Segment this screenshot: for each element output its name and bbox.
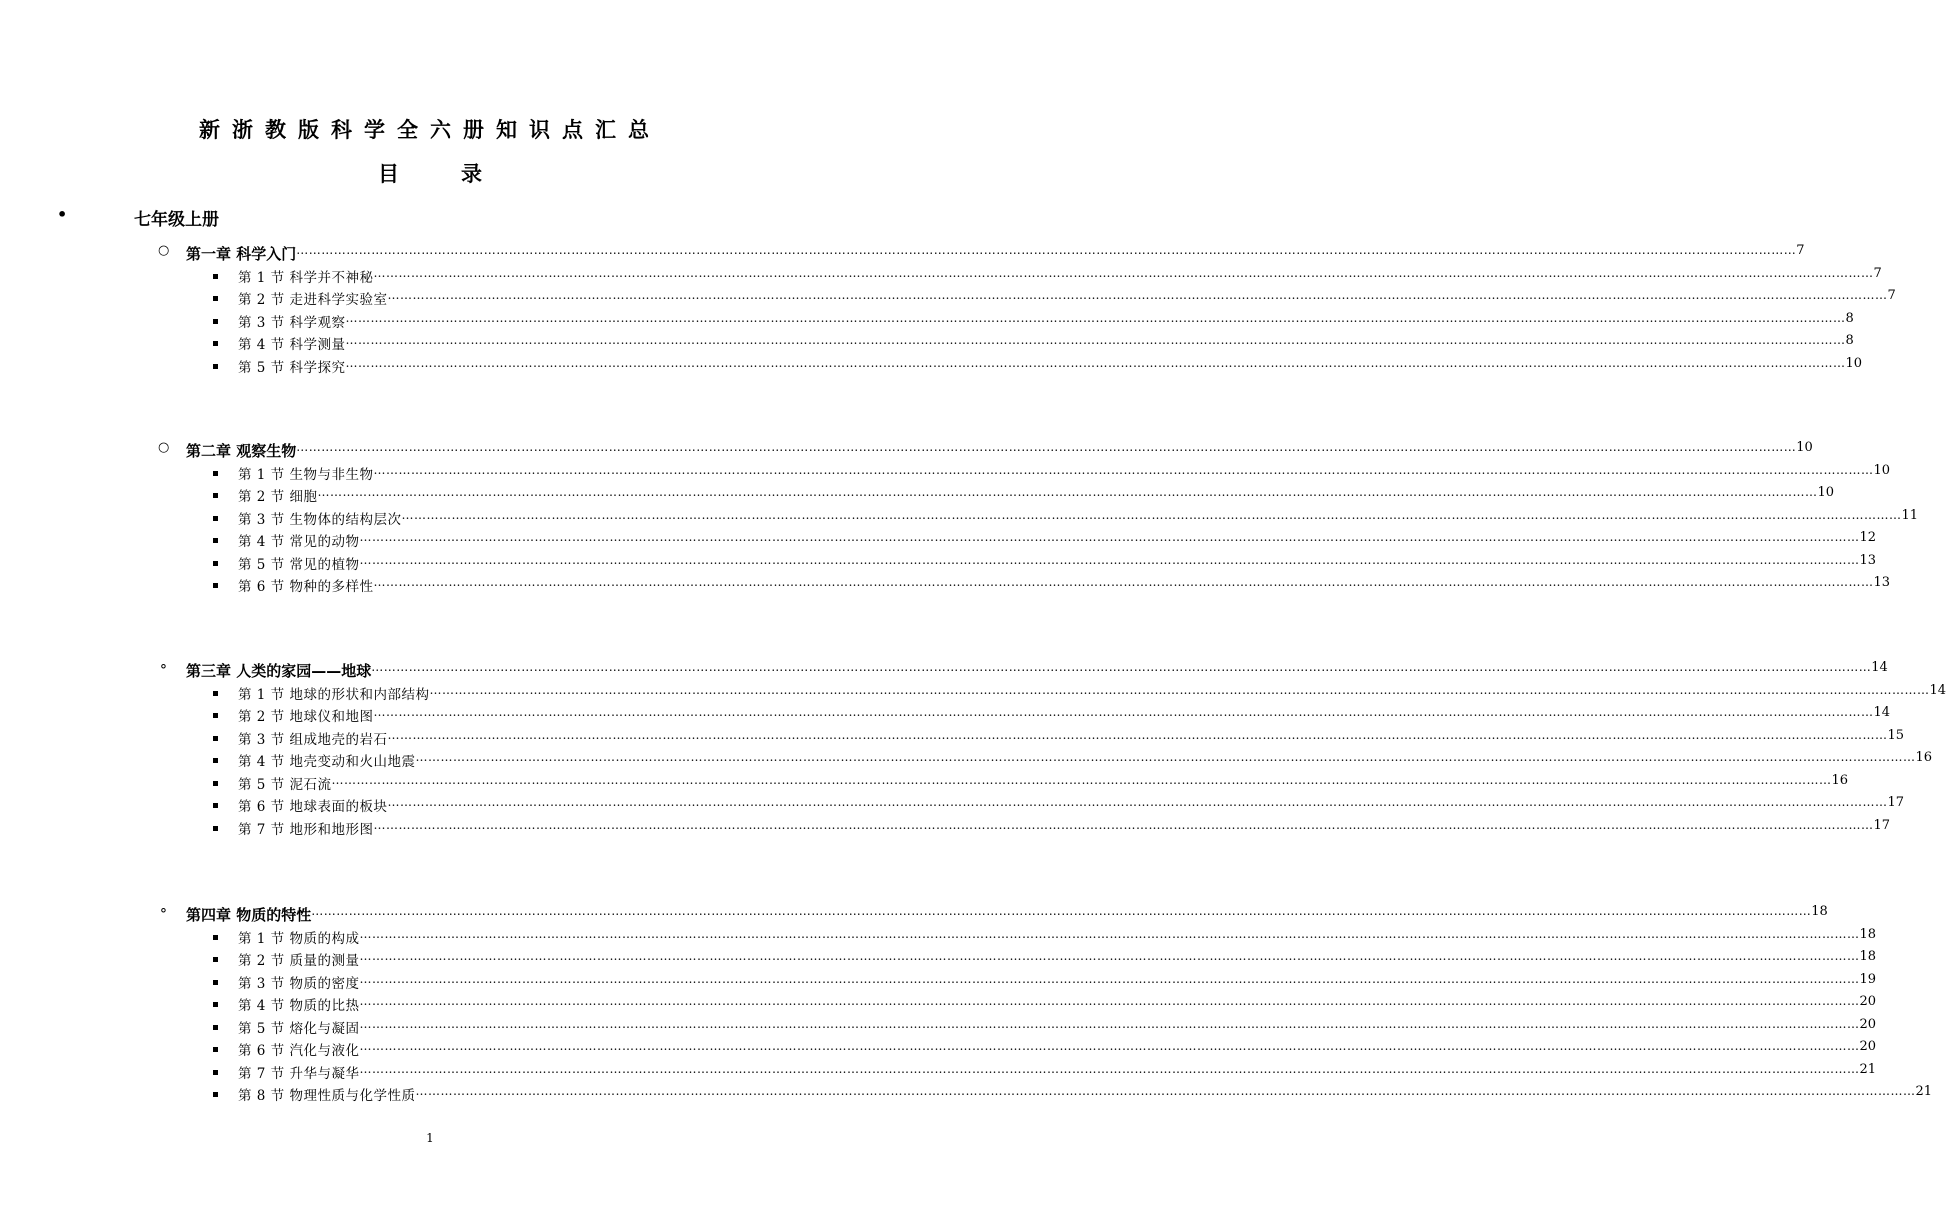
section-title: 第 1 节 科学并不神秘	[238, 269, 374, 286]
section-page-number: 15	[1887, 727, 1905, 743]
dot-leader: ………………………………………………………………………………………………………………………………………………………………………………………………………………………………………………………………………………………………………………………………	[373, 575, 1874, 589]
dot-leader: ………………………………………………………………………………………………………………………………………………………………………………………………………………………………………………………………………………………………………………………………	[387, 727, 1888, 742]
dot-leader: ………………………………………………………………………………………………………………………………………………………………………………………………………………………………………………………………………………………………………………………………	[387, 288, 1888, 302]
section-entry[interactable]	[0, 485, 1835, 507]
section-page-number: 13	[1859, 552, 1877, 568]
chapter-page-number: 10	[1796, 440, 1813, 455]
chapter-entry[interactable]	[0, 243, 1805, 265]
square-bullet-icon	[213, 758, 218, 763]
square-bullet-icon	[213, 1025, 218, 1030]
circle-bullet-icon: ○	[158, 243, 170, 258]
section-page-number: 19	[1859, 971, 1877, 987]
square-bullet-icon	[213, 1070, 218, 1075]
chapter-title: 第四章 物质的特性	[186, 906, 312, 924]
square-bullet-icon	[213, 561, 218, 566]
section-title: 第 4 节 物质的比热	[238, 998, 360, 1014]
section-title: 第 2 节 地球仪和地图	[238, 709, 374, 725]
dot-leader: ………………………………………………………………………………………………………………………………………………………………………………………………………………………………………………………………………………………………………………………………	[296, 243, 1797, 257]
section-page-number: 10	[1873, 462, 1891, 478]
section-title: 第 7 节 升华与凝华	[238, 1065, 360, 1082]
square-bullet-icon	[213, 319, 218, 324]
dot-leader: ………………………………………………………………………………………………………………………………………………………………………………………………………………………………………………………………………………………………………………………………	[373, 817, 1874, 832]
dot-leader: ………………………………………………………………………………………………………………………………………………………………………………………………………………………………………………………………………………………………………………………………	[373, 462, 1874, 477]
square-bullet-icon	[213, 803, 218, 808]
dot-leader: ………………………………………………………………………………………………………………………………………………………………………………………………………………………………………………………………………………………………………………………………	[359, 552, 1860, 567]
section-title: 第 5 节 泥石流	[238, 776, 332, 793]
section-entry[interactable]	[0, 971, 1877, 994]
section-page-number: 18	[1859, 926, 1877, 942]
section-page-number: 18	[1859, 949, 1877, 964]
square-bullet-icon	[213, 713, 218, 718]
section-entry[interactable]	[0, 575, 1891, 597]
section-page-number: 10	[1845, 355, 1863, 371]
section-page-number: 20	[1859, 1039, 1877, 1054]
section-entry[interactable]	[0, 750, 1933, 772]
section-page-number: 20	[1859, 994, 1877, 1009]
dot-leader: ………………………………………………………………………………………………………………………………………………………………………………………………………………………………………………………………………………………………………………………………	[359, 949, 1860, 963]
section-page-number: 17	[1887, 795, 1905, 810]
section-title: 第 3 节 组成地壳的岩石	[238, 731, 388, 748]
square-bullet-icon	[213, 538, 218, 543]
section-title: 第 1 节 生物与非生物	[238, 466, 374, 483]
dot-leader: ………………………………………………………………………………………………………………………………………………………………………………………………………………………………………………………………………………………………………………………………	[359, 971, 1860, 986]
chapter-page-number: 7	[1796, 243, 1805, 258]
chapter-entry[interactable]	[0, 660, 1888, 682]
section-page-number: 16	[1831, 772, 1849, 788]
dot-leader: ………………………………………………………………………………………………………………………………………………………………………………………………………………………………………………………………………………………………………………………………	[359, 530, 1860, 544]
circle-bullet-icon: ⚬	[158, 660, 169, 675]
section-entry[interactable]	[0, 265, 1882, 288]
square-bullet-icon	[213, 1092, 218, 1097]
square-bullet-icon	[213, 471, 218, 476]
square-bullet-icon	[213, 516, 218, 521]
dot-leader: ………………………………………………………………………………………………………………………………………………………………………………………………………………………………………………………………………………………………………………………………	[359, 1061, 1860, 1076]
section-title: 第 4 节 地壳变动和火山地震	[238, 754, 416, 770]
section-title: 第 8 节 物理性质与化学性质	[238, 1088, 416, 1104]
section-entry[interactable]	[0, 507, 1919, 530]
section-title: 第 2 节 细胞	[238, 489, 318, 505]
section-page-number: 16	[1915, 750, 1933, 765]
square-bullet-icon	[213, 980, 218, 985]
section-entry[interactable]	[0, 333, 1854, 355]
toc-heading	[0, 158, 860, 188]
dot-leader: ………………………………………………………………………………………………………………………………………………………………………………………………………………………………………………………………………………………………………………………………	[429, 682, 1930, 697]
dot-leader: ………………………………………………………………………………………………………………………………………………………………………………………………………………………………………………………………………………………………………………………………	[359, 1016, 1860, 1031]
dot-leader: ………………………………………………………………………………………………………………………………………………………………………………………………………………………………………………………………………………………………………………………………	[359, 926, 1860, 941]
grade-label: 七年级上册	[134, 210, 219, 230]
section-entry[interactable]	[0, 682, 1946, 705]
section-page-number: 13	[1873, 575, 1891, 590]
chapter-page-number: 18	[1811, 904, 1828, 919]
dot-leader: ………………………………………………………………………………………………………………………………………………………………………………………………………………………………………………………………………………………………………………………………	[296, 440, 1797, 454]
section-title: 第 4 节 常见的动物	[238, 534, 360, 550]
section-page-number: 21	[1859, 1061, 1877, 1077]
section-page-number: 8	[1845, 333, 1854, 348]
square-bullet-icon	[213, 583, 218, 588]
section-page-number: 10	[1817, 485, 1835, 500]
section-title: 第 2 节 走进科学实验室	[238, 292, 388, 308]
section-title: 第 5 节 熔化与凝固	[238, 1020, 360, 1037]
document-title: 新浙教版科学全六册知识点汇总	[199, 118, 661, 142]
square-bullet-icon	[213, 826, 218, 831]
toc-heading-right: 录	[461, 162, 482, 186]
section-entry[interactable]	[0, 1061, 1877, 1084]
square-bullet-icon	[213, 736, 218, 741]
square-bullet-icon	[213, 341, 218, 346]
square-bullet-icon	[213, 935, 218, 940]
dot-leader: ………………………………………………………………………………………………………………………………………………………………………………………………………………………………………………………………………………………………………………………………	[371, 660, 1872, 674]
square-bullet-icon	[213, 364, 218, 369]
section-entry[interactable]	[0, 462, 1891, 485]
section-title: 第 6 节 汽化与液化	[238, 1043, 360, 1059]
dot-leader: ………………………………………………………………………………………………………………………………………………………………………………………………………………………………………………………………………………………………………………………………	[345, 310, 1846, 325]
square-bullet-icon	[213, 781, 218, 786]
disc-bullet-icon: •	[57, 205, 68, 224]
section-page-number: 7	[1887, 288, 1896, 303]
dot-leader: ………………………………………………………………………………………………………………………………………………………………………………………………………………………………………………………………………………………………………………………………	[345, 355, 1846, 370]
section-page-number: 21	[1915, 1084, 1933, 1099]
section-page-number: 20	[1859, 1016, 1877, 1032]
chapter-title: 第二章 观察生物	[186, 442, 297, 460]
section-title: 第 5 节 科学探究	[238, 359, 346, 376]
square-bullet-icon	[213, 1002, 218, 1007]
section-title: 第 3 节 物质的密度	[238, 975, 360, 992]
dot-leader: ………………………………………………………………………………………………………………………………………………………………………………………………………………………………………………………………………………………………………………………………	[359, 994, 1860, 1008]
dot-leader: ………………………………………………………………………………………………………………………………………………………………………………………………………………………………………………………………………………………………………………………………	[373, 265, 1874, 280]
dot-leader: ………………………………………………………………………………………………………………………………………………………………………………………………………………………………………………………………………………………………………………………………	[415, 750, 1916, 764]
section-title: 第 4 节 科学测量	[238, 337, 346, 353]
square-bullet-icon	[213, 274, 218, 279]
toc-heading-left: 目	[378, 162, 399, 186]
section-entry[interactable]	[0, 355, 1863, 378]
section-page-number: 12	[1859, 530, 1877, 545]
section-entry[interactable]	[0, 1016, 1877, 1039]
section-entry[interactable]	[0, 1084, 1933, 1106]
dot-leader: ………………………………………………………………………………………………………………………………………………………………………………………………………………………………………………………………………………………………………………………………	[359, 1039, 1860, 1053]
section-entry[interactable]	[0, 817, 1891, 840]
section-title: 第 3 节 科学观察	[238, 314, 346, 331]
section-entry[interactable]	[0, 530, 1877, 552]
section-page-number: 7	[1873, 265, 1882, 281]
section-page-number: 14	[1929, 682, 1946, 698]
grade-heading	[0, 205, 860, 229]
section-page-number: 11	[1901, 507, 1919, 523]
section-title: 第 6 节 物种的多样性	[238, 579, 374, 595]
dot-leader: ………………………………………………………………………………………………………………………………………………………………………………………………………………………………………………………………………………………………………………………………	[415, 1084, 1916, 1098]
page-number: 1	[426, 1131, 434, 1145]
section-entry[interactable]	[0, 772, 1849, 795]
section-entry[interactable]	[0, 926, 1877, 949]
dot-leader: ………………………………………………………………………………………………………………………………………………………………………………………………………………………………………………………………………………………………………………………………	[331, 772, 1832, 787]
section-entry[interactable]	[0, 949, 1877, 971]
chapter-title: 第三章 人类的家园——地球	[186, 662, 372, 680]
section-entry[interactable]	[0, 288, 1896, 310]
section-title: 第 3 节 生物体的结构层次	[238, 511, 402, 528]
chapter-entry[interactable]	[0, 440, 1813, 462]
dot-leader: ………………………………………………………………………………………………………………………………………………………………………………………………………………………………………………………………………………………………………………………………	[373, 705, 1874, 719]
section-title: 第 1 节 物质的构成	[238, 930, 360, 947]
square-bullet-icon	[213, 1047, 218, 1052]
square-bullet-icon	[213, 691, 218, 696]
chapter-page-number: 14	[1871, 660, 1888, 675]
dot-leader: ………………………………………………………………………………………………………………………………………………………………………………………………………………………………………………………………………………………………………………………………	[317, 485, 1818, 499]
section-title: 第 2 节 质量的测量	[238, 953, 360, 969]
section-entry[interactable]	[0, 727, 1905, 750]
square-bullet-icon	[213, 296, 218, 301]
section-title: 第 7 节 地形和地形图	[238, 821, 374, 838]
section-entry[interactable]	[0, 795, 1905, 817]
section-entry[interactable]	[0, 994, 1877, 1016]
section-page-number: 17	[1873, 817, 1891, 833]
section-title: 第 5 节 常见的植物	[238, 556, 360, 573]
section-entry[interactable]	[0, 1039, 1877, 1061]
dot-leader: ………………………………………………………………………………………………………………………………………………………………………………………………………………………………………………………………………………………………………………………………	[345, 333, 1846, 347]
circle-bullet-icon: ○	[158, 440, 170, 455]
dot-leader: ………………………………………………………………………………………………………………………………………………………………………………………………………………………………………………………………………………………………………………………………	[311, 904, 1812, 918]
section-entry[interactable]	[0, 705, 1891, 727]
section-page-number: 8	[1845, 310, 1854, 326]
circle-bullet-icon: ⚬	[158, 904, 169, 919]
chapter-entry[interactable]	[0, 904, 1828, 926]
dot-leader: ………………………………………………………………………………………………………………………………………………………………………………………………………………………………………………………………………………………………………………………………	[401, 507, 1902, 522]
section-entry[interactable]	[0, 552, 1877, 575]
section-page-number: 14	[1873, 705, 1891, 720]
section-title: 第 1 节 地球的形状和内部结构	[238, 686, 430, 703]
dot-leader: ………………………………………………………………………………………………………………………………………………………………………………………………………………………………………………………………………………………………………………………………	[387, 795, 1888, 809]
section-entry[interactable]	[0, 310, 1854, 333]
square-bullet-icon	[213, 493, 218, 498]
section-title: 第 6 节 地球表面的板块	[238, 799, 388, 815]
chapter-title: 第一章 科学入门	[186, 245, 297, 263]
square-bullet-icon	[213, 957, 218, 962]
